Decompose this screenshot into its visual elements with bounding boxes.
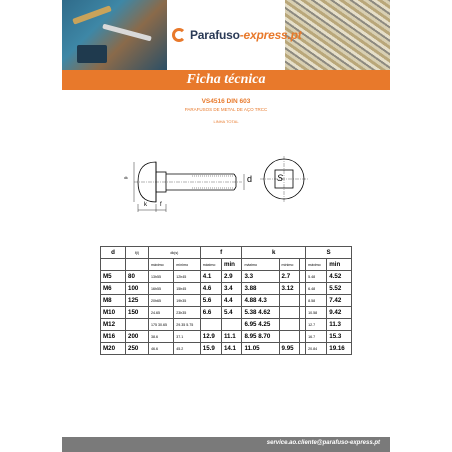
table-cell-b: 45.2 [174,343,200,355]
table-cell-k: 9.42 [327,307,352,319]
table-cell-a: 46.6 [149,343,174,355]
col-k: k [242,247,306,259]
table-cell-i [279,295,300,307]
table-cell-a: 13h55 [149,271,174,283]
table-cell-j: 16.7 [306,331,327,343]
table-cell-g: 4.4 [221,295,242,307]
table-cell-h: 5.38 4.62 [242,307,279,319]
table-row [101,343,352,355]
label-f: f [160,202,162,208]
table-cell-k: 11.3 [327,319,352,331]
table-cell-b: 19h35 [174,295,200,307]
table-cell-d: M10 [101,307,126,319]
table-cell-d: M20 [101,343,126,355]
table-cell-d: M8 [101,295,126,307]
table-row [101,307,352,319]
label-k: k [144,202,147,208]
table-cell-i [279,307,300,319]
table-cell-a: 20h65 [149,295,174,307]
table-cell-k: 4.52 [327,271,352,283]
table-cell-f: 6.6 [200,307,221,319]
table-cell-k: 15.3 [327,331,352,343]
table-cell-k: 5.52 [327,283,352,295]
table-cell-j: 5.48 [306,271,327,283]
table-cell-l: 100 [126,283,149,295]
table-cell-i: 9.95 [279,343,300,355]
title-banner [62,70,390,90]
col-s: S [306,247,352,259]
table-row [101,295,352,307]
table-cell-g: 5.4 [221,307,242,319]
table-cell-g: 3.4 [221,283,242,295]
table-cell-g [221,319,242,331]
col-dk: dk(s) [149,247,201,259]
table-cell-g: 2.9 [221,271,242,283]
table-cell-h: 8.95 8.70 [242,331,279,343]
footer-bar [62,437,390,452]
technical-drawing [124,150,332,215]
dimensions-table [100,246,352,355]
table-cell-a: 175 30.65 [149,319,174,331]
table-cell-b: 29.35 5.75 [174,319,200,331]
table-cell-i: 3.12 [279,283,300,295]
table-subheader-row: máximo mínimo máximo min máximo mínimo máximo min [101,259,352,271]
table-cell-l: 125 [126,295,149,307]
label-d: d [247,174,253,184]
col-f: f [200,247,242,259]
product-thread: LINHA TOTAL [213,119,239,124]
datasheet-page [62,0,390,452]
table-cell-k: 19.16 [327,343,352,355]
table-cell-f: 15.9 [200,343,221,355]
table-row [101,271,352,283]
table-cell-b: 15h45 [174,283,200,295]
table-cell-i [279,331,300,343]
table-cell-a: 16h55 [149,283,174,295]
product-description: PARAFUSOS DE METAL DE AÇO TRCC [184,107,268,112]
table-cell-j: 6.48 [306,283,327,295]
table-cell-b: 23h35 [174,307,200,319]
table-cell-l [126,319,149,331]
table-cell-d: M12 [101,319,126,331]
table-header-row [101,247,352,259]
banner-title: Ficha técnica [186,72,266,87]
table-cell-l: 250 [126,343,149,355]
col-length: ℓ(l) [126,247,149,259]
logo-icon [172,28,186,42]
table-cell-j: 8.58 [306,295,327,307]
table-cell-a: 24.65 [149,307,174,319]
table-cell-l: 150 [126,307,149,319]
table-row [101,319,352,331]
header-photo-tools [62,0,167,70]
product-code: VS4516 DIN 603 [201,98,251,105]
table-cell-f: 5.6 [200,295,221,307]
table-cell-f: 12.9 [200,331,221,343]
table-cell-j: 12.7 [306,319,327,331]
table-cell-i [279,319,300,331]
label-s: S [277,173,284,183]
table-cell-f: 4.6 [200,283,221,295]
table-cell-l: 200 [126,331,149,343]
table-cell-i: 2.7 [279,271,300,283]
table-cell-b: 37.1 [174,331,200,343]
table-cell-g: 14.1 [221,343,242,355]
table-cell-j: 10.58 [306,307,327,319]
brand-name-part1: Parafuso [190,28,240,42]
label-dk: dk [124,176,128,180]
table-cell-j: 20.84 [306,343,327,355]
table-cell-f [200,319,221,331]
table-cell-d: M6 [101,283,126,295]
table-body [101,271,352,355]
table-cell-d: M5 [101,271,126,283]
table-cell-h: 3.88 [242,283,279,295]
table-cell-h: 3.3 [242,271,279,283]
table-cell-h: 6.95 4.25 [242,319,279,331]
brand-logo [172,24,302,46]
table-cell-b: 12h45 [174,271,200,283]
table-cell-g: 11.1 [221,331,242,343]
table-row [101,283,352,295]
brand-name-part2: -express.pt [239,28,302,42]
table-cell-l: 80 [126,271,149,283]
product-titles [62,98,390,126]
col-d: d [101,247,126,259]
table-cell-a: 38.6 [149,331,174,343]
bolt-drawing [132,150,332,215]
table-cell-h: 11.05 [242,343,279,355]
table-cell-f: 4.1 [200,271,221,283]
table-row [101,331,352,343]
table-cell-k: 7.42 [327,295,352,307]
table-cell-d: M16 [101,331,126,343]
table-cell-h: 4.88 4.3 [242,295,279,307]
footer-email[interactable]: service.ao.cliente@parafuso-express.pt [266,440,380,446]
